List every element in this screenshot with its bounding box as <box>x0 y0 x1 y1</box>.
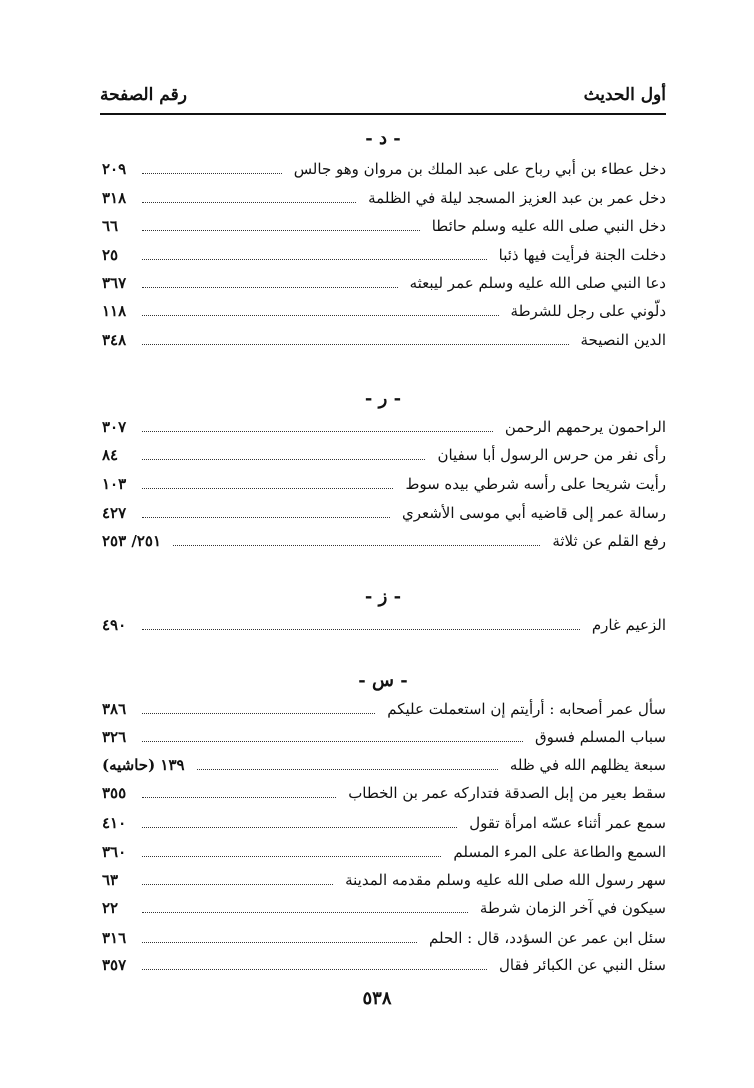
entry-page: ١٠٣ <box>102 475 127 493</box>
index-entry <box>100 526 666 552</box>
entry-text: سيكون في آخر الزمان شرطة <box>479 899 666 917</box>
entry-text: سهر رسول الله صلى الله عليه وسلم مقدمه المدينة <box>345 871 666 889</box>
entry-text: دخلت الجنة فرأيت فيها ذئبا <box>498 246 666 264</box>
entry-page: ٦٦ <box>102 217 119 235</box>
entry-text: سئل النبي عن الكبائر فقال <box>499 956 666 974</box>
entry-page: ٤٩٠ <box>102 616 127 634</box>
leader-dots <box>142 459 425 460</box>
entry-text: سأل عمر أصحابه : أرأيتم إن استعملت عليكم <box>387 700 666 718</box>
leader-dots <box>142 884 333 885</box>
entry-text: سبعة يظلهم الله في ظله <box>509 756 666 774</box>
entry-text: رأى نفر من حرس الرسول أبا سفيان <box>437 446 666 464</box>
entry-text: رأيت شريحا على رأسه شرطي بيده سوط <box>405 475 666 493</box>
entry-page: ٣٥٥ <box>102 784 127 802</box>
leader-dots <box>142 488 393 489</box>
leader-dots <box>142 344 569 345</box>
leader-dots <box>142 912 468 913</box>
index-entry <box>100 610 666 636</box>
page-number: ٥٣٨ <box>362 988 392 1009</box>
index-entry <box>100 154 666 180</box>
entry-page: ٤١٠ <box>102 814 127 832</box>
leader-dots <box>142 856 441 857</box>
leader-dots <box>173 545 540 546</box>
entry-text: الدين النصيحة <box>580 331 666 349</box>
index-entry <box>100 808 666 834</box>
entry-text: دخل النبي صلى الله عليه وسلم حائطا <box>431 217 666 235</box>
entry-page: ٣٤٨ <box>102 331 127 349</box>
section-letter-ra: - ر - <box>364 388 402 409</box>
entry-page: ٣٢٦ <box>102 728 127 746</box>
entry-text: سمع عمر أثناء عسّه امرأة تقول <box>469 814 666 832</box>
entry-page: ٤٢٧ <box>102 504 127 522</box>
entry-page: ٣٥٧ <box>102 956 127 974</box>
leader-dots <box>142 517 390 518</box>
entry-text: دعا النبي صلى الله عليه وسلم عمر ليبعثه <box>409 274 666 292</box>
index-entry <box>100 722 666 748</box>
entry-text: دخل عطاء بن أبي رباح على عبد الملك بن مروان وهو جالس <box>293 160 666 178</box>
leader-dots <box>142 797 336 798</box>
entry-page: ٣١٨ <box>102 189 127 207</box>
section-letter-sin: - س - <box>358 670 408 691</box>
index-entry <box>100 837 666 863</box>
leader-dots <box>142 315 499 316</box>
entry-page: ٣١٦ <box>102 929 127 947</box>
leader-dots <box>142 942 417 943</box>
index-entry <box>100 865 666 891</box>
entry-page: ٣٠٧ <box>102 418 127 436</box>
page-header <box>100 77 666 105</box>
entry-page: ٣٨٦ <box>102 700 127 718</box>
index-entry <box>100 950 666 976</box>
leader-dots <box>142 629 580 630</box>
index-entry <box>100 440 666 466</box>
entry-page: ٣٦٧ <box>102 274 127 292</box>
entry-text: دخل عمر بن عبد العزيز المسجد ليلة في الظلمة <box>368 189 666 207</box>
index-entry <box>100 694 666 720</box>
leader-dots <box>142 202 356 203</box>
entry-text: الراحمون يرحمهم الرحمن <box>504 418 666 436</box>
section-letter-dal: - د - <box>365 128 401 149</box>
index-entry <box>100 498 666 524</box>
entry-text: الزعيم غارم <box>591 616 666 634</box>
entry-page: ٢٢ <box>102 899 119 917</box>
index-entry <box>100 893 666 919</box>
entry-text: سباب المسلم فسوق <box>534 728 666 746</box>
header-rule <box>100 113 666 115</box>
section-letter-zay: - ز - <box>364 586 402 607</box>
entry-page: ٢٥١/ ٢٥٣ <box>102 532 162 550</box>
index-entry <box>100 183 666 209</box>
index-entry <box>100 750 666 776</box>
entry-page: ١٣٩ (حاشيه) <box>102 756 185 774</box>
leader-dots <box>142 173 282 174</box>
leader-dots <box>142 713 375 714</box>
leader-dots <box>197 769 498 770</box>
entry-text: سئل ابن عمر عن السؤدد، قال : الحلم <box>429 929 666 947</box>
entry-page: ٢٠٩ <box>102 160 127 178</box>
leader-dots <box>142 431 493 432</box>
entry-page: ٣٦٠ <box>102 843 127 861</box>
entry-text: رفع القلم عن ثلاثة <box>552 532 666 550</box>
entry-page: ٢٥ <box>102 246 119 264</box>
header-first-hadith-title: أول الحديث <box>583 85 666 105</box>
index-entry <box>100 923 666 949</box>
entry-text: دلّوني على رجل للشرطة <box>510 302 666 320</box>
index-entry <box>100 268 666 294</box>
entry-page: ٦٣ <box>102 871 119 889</box>
leader-dots <box>142 741 523 742</box>
index-entry <box>100 240 666 266</box>
index-entry <box>100 469 666 495</box>
index-entry <box>100 778 666 804</box>
entry-text: سقط بعير من إبل الصدقة فتداركه عمر بن الخطاب <box>348 784 666 802</box>
leader-dots <box>142 969 487 970</box>
index-entry <box>100 211 666 237</box>
entry-text: رسالة عمر إلى قاضيه أبي موسى الأشعري <box>401 504 666 522</box>
index-entry <box>100 325 666 351</box>
index-entry <box>100 412 666 438</box>
leader-dots <box>142 827 457 828</box>
header-page-number-title: رقم الصفحة <box>100 85 187 105</box>
entry-page: ١١٨ <box>102 302 127 320</box>
entry-page: ٨٤ <box>102 446 119 464</box>
leader-dots <box>142 230 420 231</box>
index-entry <box>100 296 666 322</box>
leader-dots <box>142 259 487 260</box>
entry-text: السمع والطاعة على المرء المسلم <box>453 843 666 861</box>
leader-dots <box>142 287 398 288</box>
